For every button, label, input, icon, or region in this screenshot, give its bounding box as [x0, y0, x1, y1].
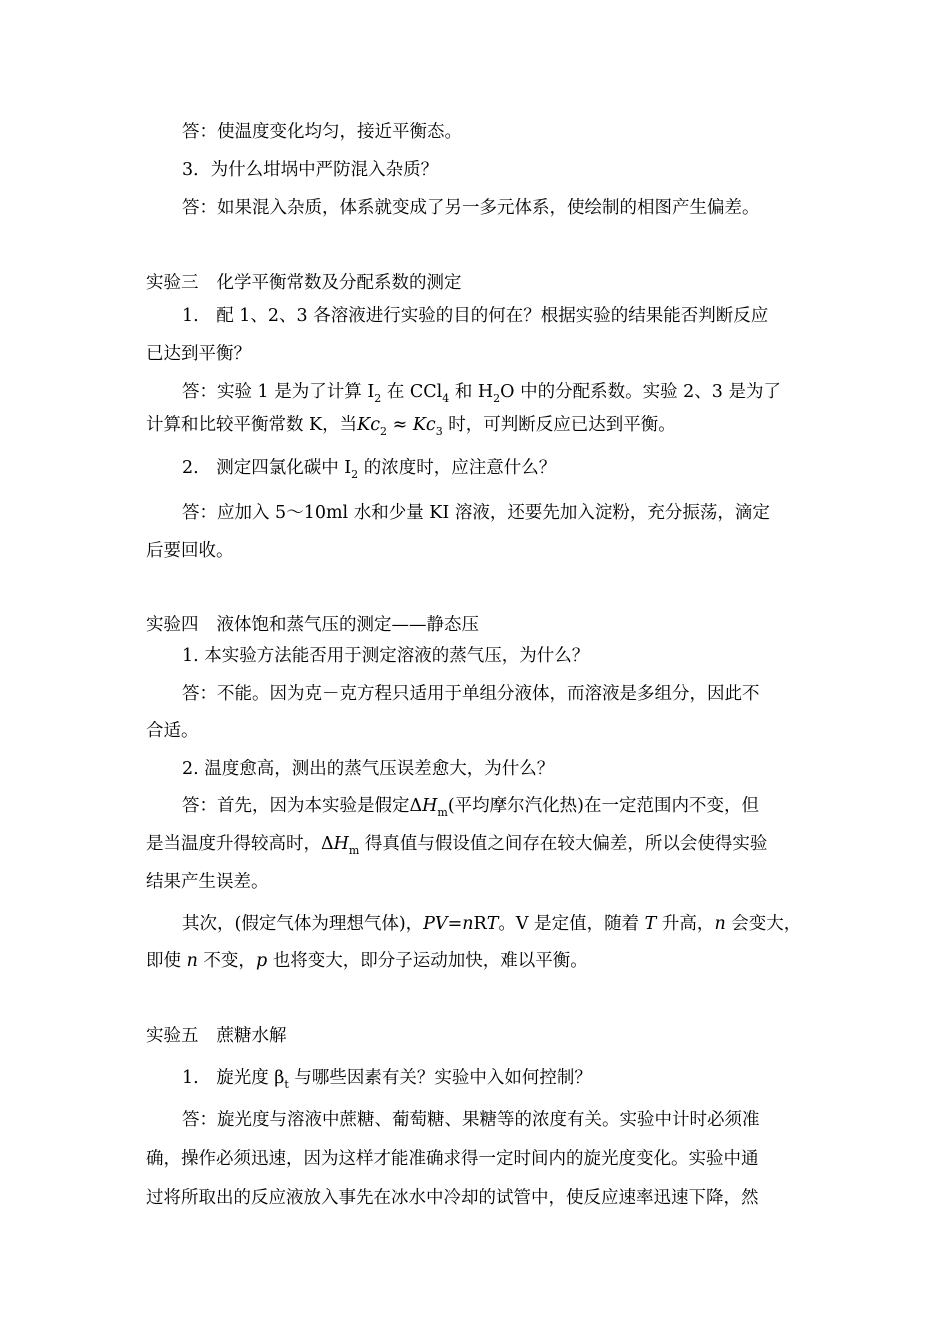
exp4-heading-title: 液体饱和蒸气压的测定——静态压: [216, 615, 479, 635]
subscript: 2: [351, 468, 359, 481]
text-segment: 是当温度升得较高时，Δ: [146, 834, 334, 854]
formula-h: H: [422, 796, 438, 816]
exp3-answer-1-line-2: [146, 413, 810, 437]
subscript: 4: [442, 392, 450, 405]
subscript: 2: [493, 392, 501, 405]
subscript: 3: [435, 425, 443, 438]
exp5-heading-title: 蔗糖水解: [216, 1026, 287, 1046]
subscript: 2: [380, 425, 388, 438]
text-segment: 在 CCl: [381, 382, 443, 402]
exp2-answer-3: 答：如果混入杂质，体系就变成了另一多元体系，使绘制的相图产生偏差。: [182, 198, 760, 218]
formula-n: n: [462, 914, 474, 934]
exp3-question-1-line-1: 1. 配 1、2、3 各溶液进行实验的目的何在？根据实验的结果能否判断反应: [182, 306, 769, 326]
text-segment: O 中的分配系数。实验 2、3 是为了: [500, 382, 781, 402]
exp4-answer-2-line-2: [146, 832, 810, 856]
subscript: t: [284, 1078, 289, 1091]
text-segment: 即使: [146, 951, 187, 971]
exp4-question-2: 2. 温度愈高，测出的蒸气压误差愈大，为什么？: [182, 759, 555, 779]
formula-t: T: [644, 914, 657, 934]
exp4-answer-2-line-3: 结果产生误差。: [146, 872, 269, 892]
text-segment: (平均摩尔汽化热)在一定范围内不变，但: [447, 796, 759, 816]
exp4-question-1: 1. 本实验方法能否用于测定溶液的蒸气压，为什么？: [182, 646, 590, 666]
formula-n: n: [186, 951, 198, 971]
exp4-answer-3-line-1: [182, 912, 810, 936]
exp3-heading-number: 实验三: [146, 273, 199, 293]
exp5-answer-1-line-3: 过将所取出的反应液放入事先在冰水中冷却的试管中，使反应速率迅速下降，然: [146, 1188, 759, 1208]
text-segment: 会变大，: [725, 914, 802, 934]
text-segment: 与哪些因素有关？实验中入如何控制？: [288, 1068, 592, 1088]
text-segment: 升高，: [656, 914, 715, 934]
exp2-answer-2: 答：使温度变化均匀，接近平衡态。: [182, 122, 462, 142]
exp5-heading-number: 实验五: [146, 1026, 199, 1046]
text-segment: 得真值与假设值之间存在较大偏差，所以会使得实验: [359, 834, 768, 854]
equals-sign: =: [447, 914, 463, 934]
exp3-heading: [146, 271, 810, 295]
exp3-answer-1-line-1: [182, 380, 810, 404]
text-segment: 1. 旋光度 β: [182, 1068, 285, 1088]
exp5-answer-1-line-1: 答：旋光度与溶液中蔗糖、葡萄糖、果糖等的浓度有关。实验中计时必须准: [182, 1110, 760, 1130]
exp5-question-1: [182, 1066, 810, 1090]
subscript: m: [437, 806, 448, 819]
subscript: m: [348, 844, 360, 857]
exp5-answer-1-line-2: 确，操作必须迅速，因为这样才能准确求得一定时间内的旋光度变化。实验中通: [146, 1149, 759, 1169]
exp4-answer-2-line-1: [182, 794, 810, 818]
exp3-answer-2-line-1: 答：应加入 5～10ml 水和少量 KI 溶液，还要先加入淀粉，充分振荡，滴定: [182, 503, 770, 523]
approx-symbol: ≈: [392, 415, 408, 435]
formula-kc: Kc: [357, 415, 381, 435]
text-segment: 时，可判断反应已达到平衡。: [448, 415, 676, 435]
formula-n: n: [714, 914, 726, 934]
formula-pv: PV: [423, 914, 448, 934]
exp5-heading: [146, 1024, 810, 1048]
text-segment: 2. 测定四氯化碳中 I: [182, 458, 352, 478]
exp4-heading: [146, 613, 810, 637]
text-segment: 计算和比较平衡常数 K，当: [146, 415, 358, 435]
text-segment: 和 H: [449, 382, 494, 402]
exp3-question-2: [182, 456, 810, 480]
text-segment: 答：实验 1 是为了计算 I: [182, 382, 375, 402]
text-segment: 也将变大，即分子运动加快，难以平衡。: [267, 951, 588, 971]
formula-p: p: [255, 951, 268, 971]
exp3-heading-title: 化学平衡常数及分配系数的测定: [216, 273, 462, 293]
formula-t: T: [486, 914, 499, 934]
subscript: 2: [374, 392, 382, 405]
formula-r: R: [473, 914, 487, 934]
formula-kc: Kc: [412, 415, 436, 435]
text-segment: 答：首先，因为本实验是假定Δ: [182, 796, 423, 816]
exp3-question-1-line-2: 已达到平衡？: [146, 344, 251, 364]
text-segment: 不变，: [197, 951, 256, 971]
text-segment: 其次，(假定气体为理想气体)，: [182, 914, 424, 934]
exp2-question-3: 3．为什么坩埚中严防混入杂质？: [182, 160, 439, 180]
exp4-answer-1-line-2: 合适。: [146, 721, 199, 741]
text-segment: 的浓度时，应注意什么？: [358, 458, 557, 478]
formula-h: H: [333, 834, 349, 854]
text-segment: 。V 是定值，随着: [498, 914, 645, 934]
exp4-answer-3-line-2: [146, 949, 810, 973]
exp4-answer-1-line-1: 答：不能。因为克－克方程只适用于单组分液体，而溶液是多组分，因此不: [182, 684, 760, 704]
exp4-heading-number: 实验四: [146, 615, 199, 635]
exp3-answer-2-line-2: 后要回收。: [146, 541, 234, 561]
